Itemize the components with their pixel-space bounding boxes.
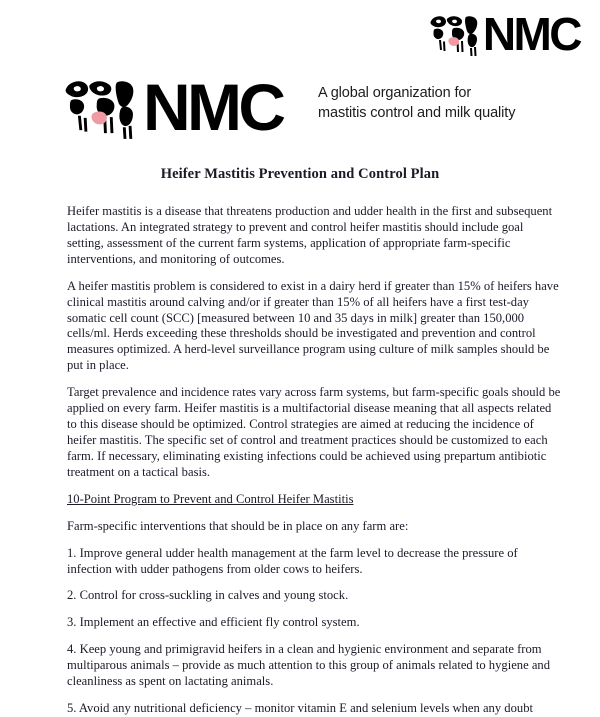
list-item: 5. Avoid any nutritional deficiency – monitor vitamin E and selenium levels when any doubt (67, 701, 533, 716)
tagline-line-2: mastitis control and milk quality (318, 104, 516, 121)
paragraph-1: Heifer mastitis is a disease that threatens production and udder health in the first and subsequent lactations. An integrated strategy to prevent and control heifer mastitis should include goal setting, assessment of the current farm systems, application of appropriate farm-specific interventions, and monitoring of outcomes. (67, 204, 553, 266)
header-logo-top (428, 8, 580, 60)
list-item: 3. Implement an effective and efficient fly control system. (67, 615, 360, 630)
list-item: 4. Keep young and primigravid heifers in a clean and hygienic environment and separate from multiparous animals – provide as much attention to this group of animals related to hygiene and cleanliness as spent on lactating animals. (67, 642, 551, 689)
list-item: 2. Control for cross-suckling in calves and young stock. (67, 588, 349, 603)
document-title: Heifer Mastitis Prevention and Control Plan (160, 166, 440, 182)
header-logo-main (62, 69, 283, 144)
nmc-wordmark-small: NMC (482, 7, 580, 60)
paragraph-3: Target prevalence and incidence rates vary across farm systems, but farm-specific goals should be applied on every farm. Heifer mastitis is a multifactorial disease meaning that all aspects related to this disease should be optimized. Control strategies are aimed at reducing the incidence of heifer mastitis. The specific set of control and treatment practices should be customized to each farm. If necessary, eliminating existing infections could be achieved using prepartum antibiotic treatment on a tactical basis. (67, 385, 561, 479)
organization-tagline (318, 84, 515, 123)
nmc-wordmark-large: NMC (143, 69, 283, 144)
cow-world-map-icon (428, 10, 486, 58)
udder-shape (448, 37, 459, 46)
udder-shape (91, 112, 106, 125)
tagline-line-1: A global organization for (318, 85, 472, 101)
document-body (67, 204, 561, 717)
cow-world-map-icon (62, 72, 146, 142)
paragraph-2: A heifer mastitis problem is considered to exist in a dairy herd if greater than 15% of heifers have clinical mastitis around calving and/or if greater than 15% of all heifers have a first test-day somatic cell count (SCC) [measured between 10 and 35 days in milk] greater than 150,000 cells/ml. Herds exceeding these thresholds should be investigated and prevention and control measures optimized. A herd-level surveillance program using culture of milk samples should be put in place. (67, 278, 559, 373)
section-intro: Farm-specific interventions that should be in place on any farm are: (67, 518, 409, 533)
list-item: 1. Improve general udder health management at the farm level to decrease the pressure of infection with udder pathogens from older cows to heifers. (67, 545, 518, 576)
section-heading-10-point-program: 10-Point Program to Prevent and Control Heifer Mastitis (67, 491, 354, 506)
nmc-logo-large (62, 69, 283, 144)
nmc-logo-small (428, 7, 580, 60)
